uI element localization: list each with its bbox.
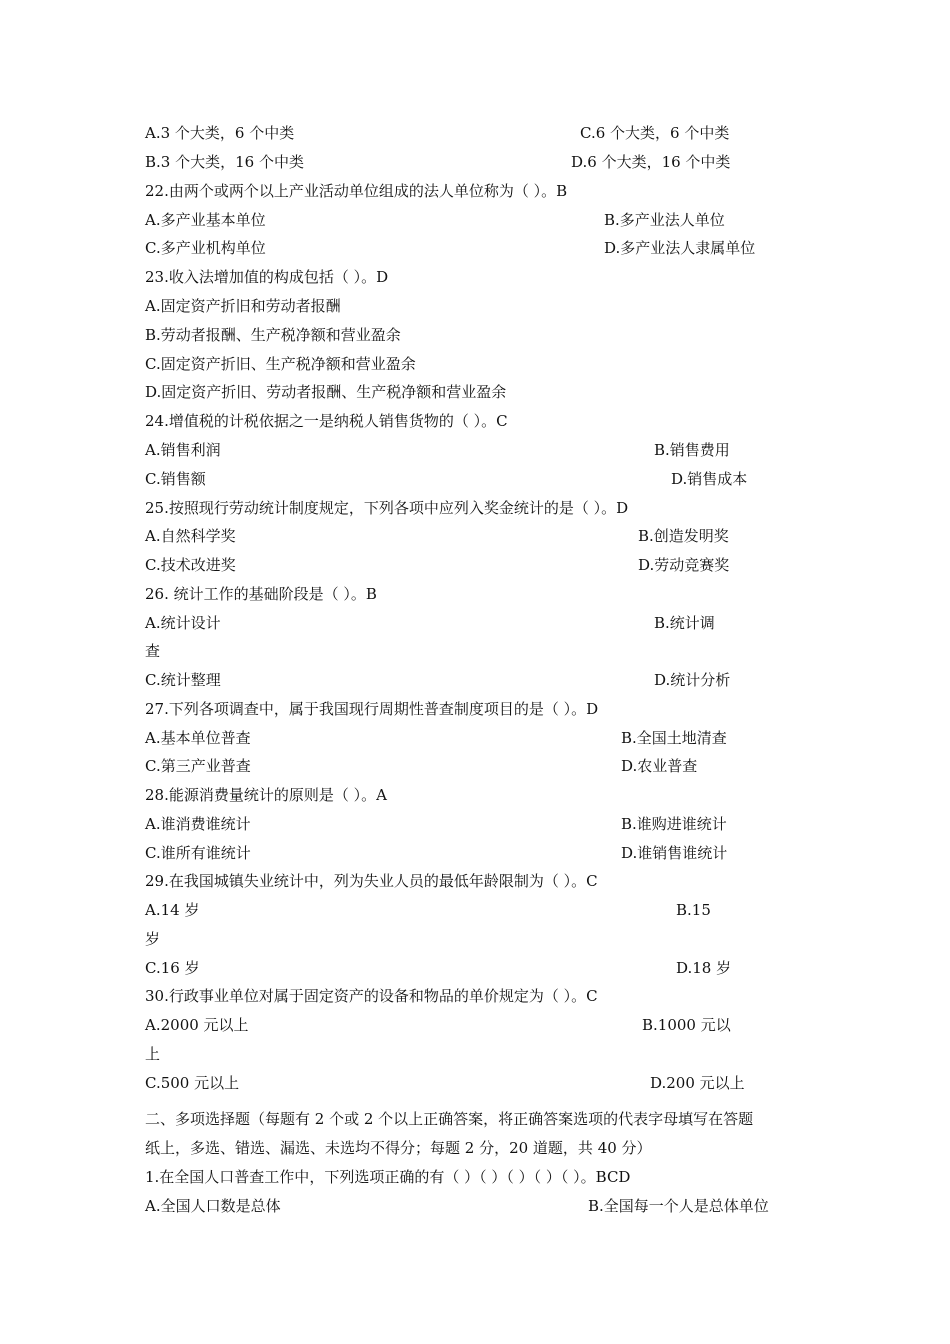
option-line: C.销售额 bbox=[145, 470, 206, 488]
option-line: C.技术改进奖 bbox=[145, 556, 236, 574]
option-line: C.统计整理 bbox=[145, 671, 221, 689]
section-instructions: 纸上，多选、错选、漏选、未选均不得分；每题 2 分，20 道题，共 40 分） bbox=[145, 1139, 652, 1157]
option-line: 查 bbox=[145, 642, 161, 660]
option-line: D.固定资产折旧、劳动者报酬、生产税净额和营业盈余 bbox=[145, 383, 507, 401]
option-line: A.自然科学奖 bbox=[145, 527, 236, 545]
option-line: D.劳动竞赛奖 bbox=[638, 556, 730, 574]
option-line: A.基本单位普查 bbox=[145, 729, 251, 747]
option-line: D.18 岁 bbox=[676, 959, 732, 977]
question-24: 24.增值税的计税依据之一是纳税人销售货物的（ ）。C bbox=[145, 412, 508, 430]
option-line: A.全国人口数是总体 bbox=[145, 1197, 281, 1215]
question-27: 27.下列各项调查中，属于我国现行周期性普查制度项目的是（ ）。D bbox=[145, 700, 599, 718]
option-line: C.固定资产折旧、生产税净额和营业盈余 bbox=[145, 355, 416, 373]
option-line: D.6 个大类，16 个中类 bbox=[571, 153, 731, 171]
option-line: B.劳动者报酬、生产税净额和营业盈余 bbox=[145, 326, 401, 344]
option-line: A.统计设计 bbox=[145, 614, 221, 632]
option-line: A.谁消费谁统计 bbox=[145, 815, 251, 833]
option-line: A.多产业基本单位 bbox=[145, 211, 266, 229]
option-line: B.谁购进谁统计 bbox=[621, 815, 727, 833]
multi-question-1: 1.在全国人口普查工作中，下列选项正确的有（ ）（ ）（ ）（ ）（ ）。BCD bbox=[145, 1168, 631, 1186]
option-line: D.农业普查 bbox=[621, 757, 698, 775]
option-line: B.统计调 bbox=[654, 614, 715, 632]
option-line: A.销售利润 bbox=[145, 441, 221, 459]
option-line: A.固定资产折旧和劳动者报酬 bbox=[145, 297, 341, 315]
option-line: B.15 bbox=[676, 901, 711, 919]
question-22: 22.由两个或两个以上产业活动单位组成的法人单位称为（ ）。B bbox=[145, 182, 568, 200]
option-line: B.3 个大类，16 个中类 bbox=[145, 153, 304, 171]
question-28: 28.能源消费量统计的原则是（ ）。A bbox=[145, 786, 387, 804]
option-line: A.3 个大类，6 个中类 bbox=[145, 124, 295, 142]
option-line: D.多产业法人隶属单位 bbox=[604, 239, 756, 257]
option-line: A.14 岁 bbox=[145, 901, 200, 919]
option-line: B.全国土地清查 bbox=[621, 729, 727, 747]
question-23: 23.收入法增加值的构成包括（ ）。D bbox=[145, 268, 389, 286]
option-line: C.第三产业普查 bbox=[145, 757, 251, 775]
section-heading-multiple-choice: 二、多项选择题（每题有 2 个或 2 个以上正确答案，将正确答案选项的代表字母填写在答题 bbox=[145, 1110, 754, 1128]
option-line: D.200 元以上 bbox=[650, 1074, 745, 1092]
option-line: B.1000 元以 bbox=[642, 1016, 731, 1034]
option-line: B.全国每一个人是总体单位 bbox=[588, 1197, 769, 1215]
question-29: 29.在我国城镇失业统计中，列为失业人员的最低年龄限制为（ ）。C bbox=[145, 872, 598, 890]
option-line: D.销售成本 bbox=[671, 470, 748, 488]
option-line: D.谁销售谁统计 bbox=[621, 844, 728, 862]
option-line: C.6 个大类，6 个中类 bbox=[580, 124, 730, 142]
question-25: 25.按照现行劳动统计制度规定，下列各项中应列入奖金统计的是（ ）。D bbox=[145, 499, 629, 517]
option-line: C.多产业机构单位 bbox=[145, 239, 266, 257]
question-30: 30.行政事业单位对属于固定资产的设备和物品的单价规定为（ ）。C bbox=[145, 987, 598, 1005]
option-line: B.多产业法人单位 bbox=[604, 211, 725, 229]
option-line: D.统计分析 bbox=[654, 671, 731, 689]
question-26: 26. 统计工作的基础阶段是（ ）。B bbox=[145, 585, 377, 603]
option-line: C.16 岁 bbox=[145, 959, 200, 977]
option-line: B.创造发明奖 bbox=[638, 527, 729, 545]
option-line: A.2000 元以上 bbox=[145, 1016, 249, 1034]
option-line: 岁 bbox=[145, 930, 161, 948]
option-line: B.销售费用 bbox=[654, 441, 730, 459]
option-line: C.谁所有谁统计 bbox=[145, 844, 251, 862]
option-line: C.500 元以上 bbox=[145, 1074, 240, 1092]
option-line: 上 bbox=[145, 1045, 161, 1063]
